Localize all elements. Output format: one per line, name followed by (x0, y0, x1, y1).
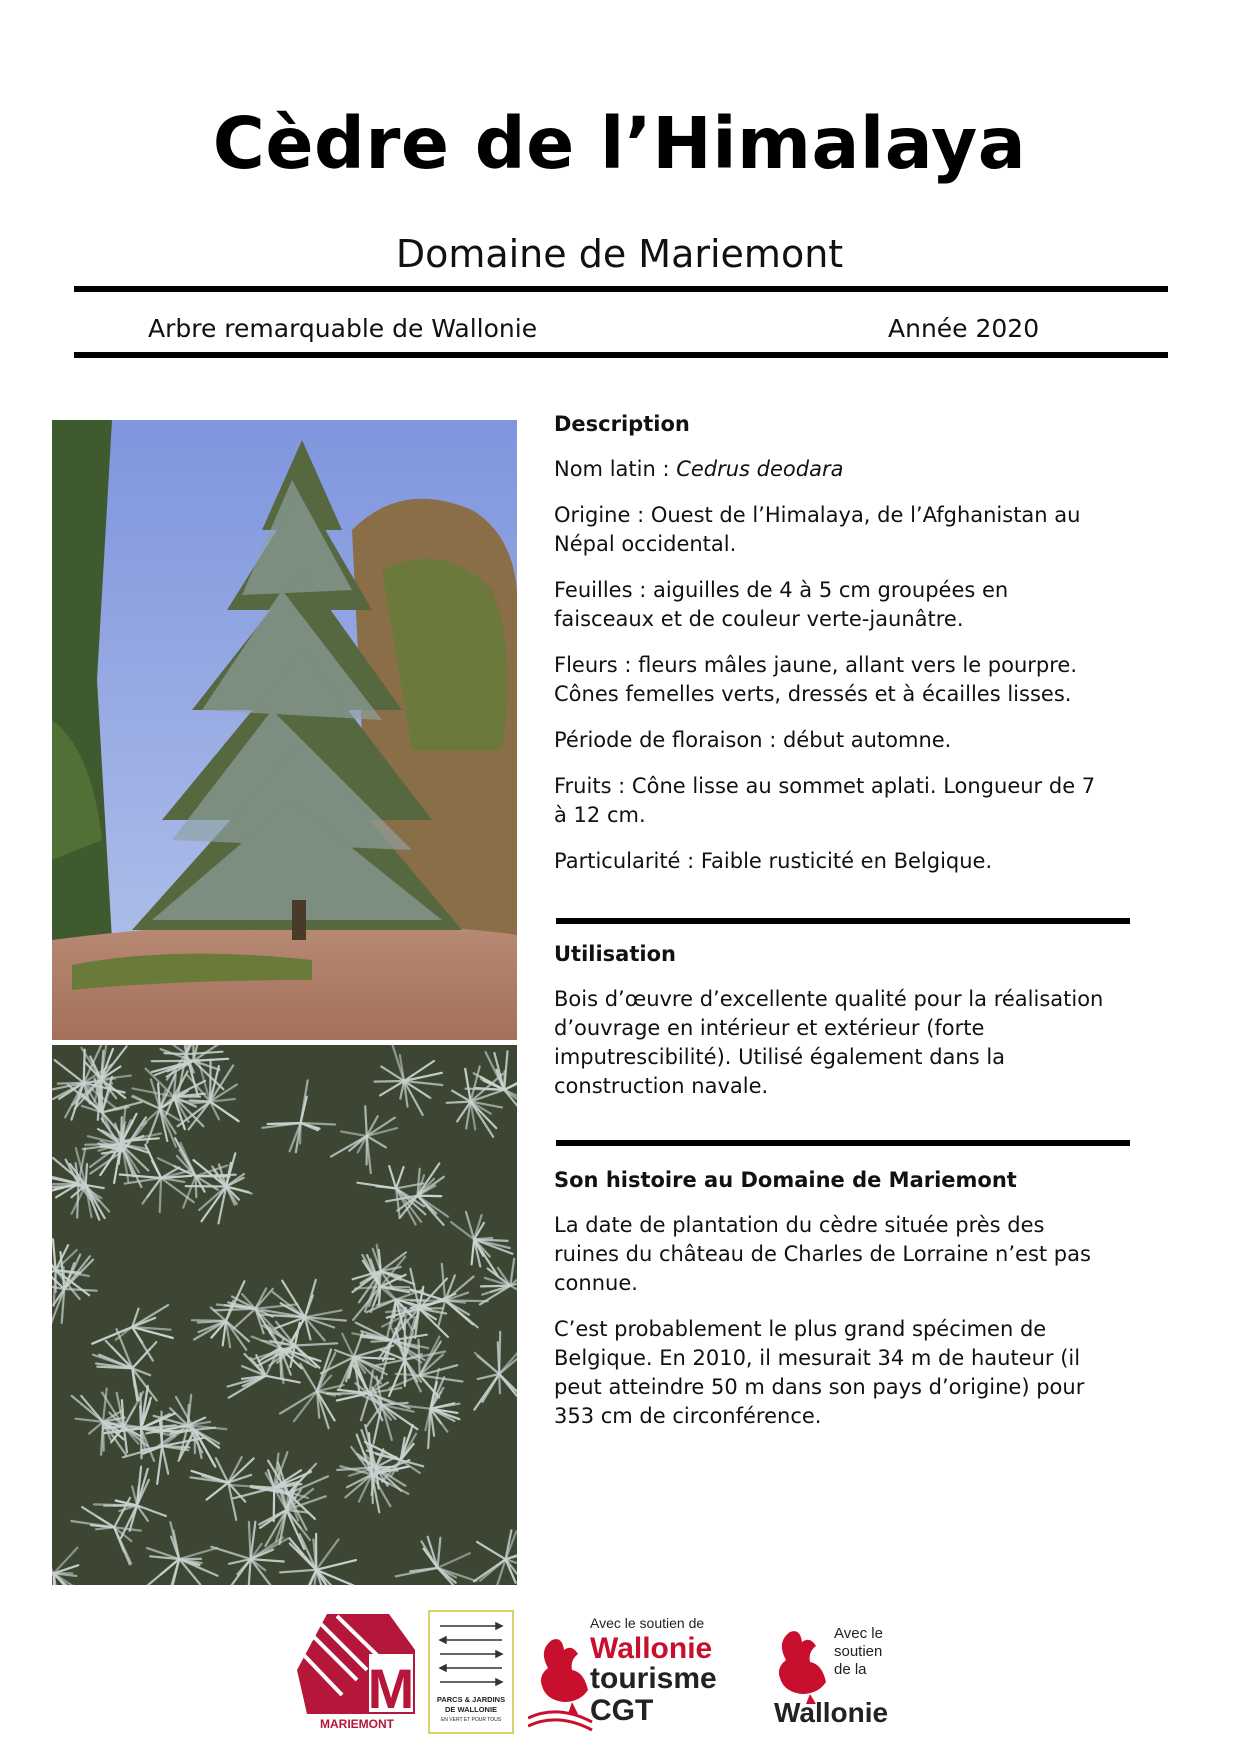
fruits-text: Fruits : Cône lisse au sommet aplati. Longueur de 7 à 12 cm. (554, 774, 1096, 827)
header-top-rule (74, 286, 1168, 292)
sw-line-4: Wallonie (774, 1697, 889, 1728)
history-text-2: C’est probablement le plus grand spécimen de Belgique. En 2010, il mesurait 34 m de hauteur (il peut atteindre 50 m dans son pays d’origine) pour 353 cm de circonférence. (554, 1317, 1085, 1428)
flowers-text: Fleurs : fleurs mâles jaune, allant vers le pourpre. Cônes femelles verts, dressés et à écailles lisses. (554, 653, 1078, 706)
history-heading: Son histoire au Domaine de Mariemont (554, 1168, 1017, 1192)
wt-line-2: Wallonie (590, 1632, 713, 1665)
parcs-line-2: DE WALLONIE (444, 1705, 498, 1714)
section-divider-1 (556, 918, 1130, 924)
history-text-1: La date de plantation du cèdre située près des ruines du château de Charles de Lorraine n’est pas connue. (554, 1213, 1091, 1295)
sw-line-2: soutien (834, 1643, 883, 1660)
description-heading: Description (554, 412, 690, 436)
mariemont-logo (297, 1610, 417, 1732)
parcs-jardins-logo (428, 1610, 514, 1734)
page-title: Cèdre de l’Himalaya (212, 102, 1027, 185)
wt-line-4: CGT (590, 1694, 654, 1727)
rooster-icon-2 (779, 1631, 826, 1704)
usage-section (554, 940, 1114, 1101)
section-divider-2 (556, 1140, 1130, 1146)
year-label: Année 2020 (888, 314, 1040, 343)
mariemont-name: MARIEMONT (320, 1717, 394, 1731)
tree-photo (52, 420, 517, 1040)
usage-heading: Utilisation (554, 942, 676, 966)
particularity-text: Particularité : Faible rusticité en Belgique. (554, 849, 993, 873)
leaves-text: Feuilles : aiguilles de 4 à 5 cm groupées en faisceaux et de couleur verte-jaunâtre. (554, 578, 1009, 631)
usage-text: Bois d’œuvre d’excellente qualité pour la réalisation d’ouvrage en intérieur et extérieur (forte imputrescibilité). Utilisé également dans la construction navale. (554, 987, 1104, 1098)
parcs-line-3: EN VERT ET POUR TOUS (440, 1717, 502, 1723)
needles-photo (52, 1045, 517, 1585)
latin-name: Cedrus deodara (676, 457, 844, 481)
category-label: Arbre remarquable de Wallonie (148, 314, 538, 343)
wt-line-3: tourisme (590, 1662, 717, 1695)
parcs-line-1: PARCS & JARDINS (436, 1695, 506, 1704)
page-subtitle: Domaine de Mariemont (395, 232, 844, 276)
flowering-text: Période de floraison : début automne. (554, 728, 952, 752)
description-section (554, 410, 1114, 876)
origin-text: Origine : Ouest de l’Himalaya, de l’Afghanistan au Népal occidental. (554, 503, 1081, 556)
history-section (554, 1166, 1114, 1431)
sw-line-1: Avec le (834, 1625, 883, 1642)
rooster-icon (541, 1639, 588, 1714)
soutien-wallonie-logo (772, 1610, 912, 1734)
wt-line-1: Avec le soutien de (590, 1615, 705, 1631)
wallonie-tourisme-logo (528, 1610, 728, 1734)
latin-name-label: Nom latin : (554, 457, 677, 481)
header-bottom-rule (74, 352, 1168, 358)
sw-line-3: de la (834, 1661, 867, 1678)
latin-name-line (554, 455, 1114, 484)
mariemont-letter: M (367, 1657, 415, 1720)
